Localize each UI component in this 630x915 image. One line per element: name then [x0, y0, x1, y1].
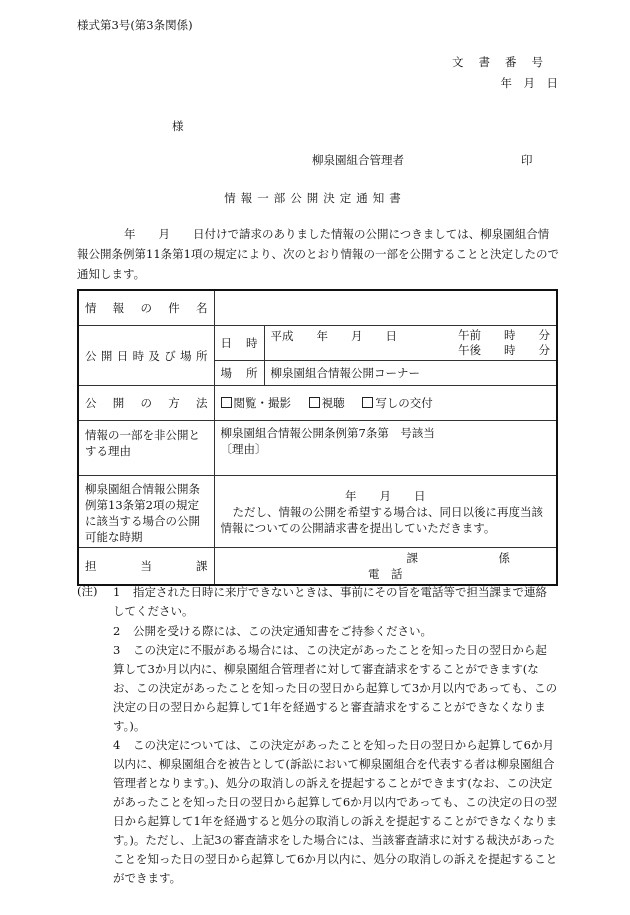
note-item [113, 736, 558, 888]
department-cell [214, 548, 557, 586]
note-item [113, 583, 558, 621]
table-row [78, 386, 557, 421]
method-option-listen[interactable]: 視聴 [309, 395, 345, 411]
checkbox-icon[interactable] [309, 397, 320, 408]
note-text: この決定に不服がある場合には、この決定があったことを知った日の翌日から起算して3か月以内に、柳泉園組合管理者に対して審査請求をすることができます(なお、この決定があったことを知った日の翌日から起算して3か月以内であっても、この決定の日の翌日から起算して1年を経過すると審査請求をすることができなくなります。)。 [113, 643, 558, 733]
table-row [78, 326, 557, 361]
table-row [78, 421, 557, 476]
document-title: 情報一部公開決定通知書 [224, 191, 406, 205]
document-number-block [452, 52, 558, 94]
subject-label: 情報の件名 [78, 290, 214, 326]
possible-period-label: 柳泉園組合情報公開条例第13条第2項の規定に該当する場合の公開可能な時期 [78, 476, 214, 548]
notice-table [77, 289, 558, 586]
possible-period-note: ただし、情報の公開を希望する場合は、同日以後に再度当該情報についての公開請求書を提出していただきます。 [220, 504, 543, 535]
addressee-suffix: 様 [172, 119, 184, 133]
method-options [214, 386, 557, 421]
note-number: 3 [113, 643, 121, 657]
note-item [113, 641, 558, 736]
possible-period-date: 年 月 日 [345, 488, 426, 503]
document-date: 年 月 日 [500, 76, 558, 90]
reason-label: 情報の一部を非公開とする理由 [78, 421, 214, 476]
datetime-place-label: 公開日時及び場所 [78, 326, 214, 386]
note-number: 4 [113, 738, 121, 752]
place-sub-label: 場所 [214, 361, 264, 386]
method-label: 公開の方法 [78, 386, 214, 421]
department-label: 担当課 [78, 548, 214, 586]
method-option-view[interactable]: 閲覧・撮影 [221, 395, 292, 411]
reason-cell [214, 421, 557, 476]
method-option-copy[interactable]: 写しの交付 [362, 395, 433, 411]
subject-value [214, 290, 557, 326]
am-time: 午前 時 分 [458, 328, 550, 342]
note-text: この決定については、この決定があったことを知った日の翌日から起算して6か月以内に、柳泉園組合を被告として(訴訟において柳泉園組合を代表する者は柳泉園組合管理者となります。)、処分の取消しの訴えを提起することができます(なお、この決定があったことを知った日の翌日から起算して6か月以内であっても、この決定の日の翌日から起算して1年を経過すると処分の取消しの訴えを提起することができなくなります。)。ただし、上記3の審査請求をした場合には、当該審査請求に対する裁決があったことを知った日の翌日から起算して6か月以内に、処分の取消しの訴えを提起することができます。 [113, 738, 558, 885]
sender-name: 柳泉園組合管理者 [312, 153, 404, 167]
form-number: 様式第3号(第3条関係) [77, 18, 193, 32]
department-value: 課 係 [406, 551, 510, 565]
reason-article: 柳泉園組合情報公開条例第7条第 号該当 [220, 426, 435, 440]
checkbox-icon[interactable] [221, 397, 232, 408]
seal-mark: 印 [521, 153, 533, 167]
reason-heading: 〔理由〕 [220, 442, 267, 456]
note-number: 2 [113, 624, 121, 638]
table-row [78, 476, 557, 548]
pm-time: 午後 時 分 [458, 343, 550, 357]
datetime-sub-label: 日時 [214, 326, 264, 361]
note-text: 公開を受ける際には、この決定通知書をご持参ください。 [133, 624, 432, 638]
checkbox-icon[interactable] [362, 397, 373, 408]
datetime-value: 平成 年 月 日 [270, 329, 397, 343]
table-row [78, 290, 557, 326]
document-number-label: 文書番号 [452, 55, 558, 69]
possible-period-cell [214, 476, 557, 548]
table-row [78, 548, 557, 586]
note-number: 1 [113, 585, 121, 599]
notes-label: (注) [77, 584, 98, 598]
datetime-value-cell [264, 326, 557, 361]
phone-label: 電 話 [368, 567, 403, 581]
note-item [113, 622, 558, 641]
intro-paragraph: 年 月 日付けで請求のありました情報の公開につきましては、柳泉園組合情報公開条例第11条第1項の規定により、次のとおり情報の一部を公開することと決定したので通知します。 [77, 227, 559, 281]
note-text: 指定された日時に来庁できないときは、事前にその旨を電話等で担当課まで連絡してください。 [113, 585, 547, 618]
place-value: 柳泉園組合情報公開コーナー [264, 361, 557, 386]
